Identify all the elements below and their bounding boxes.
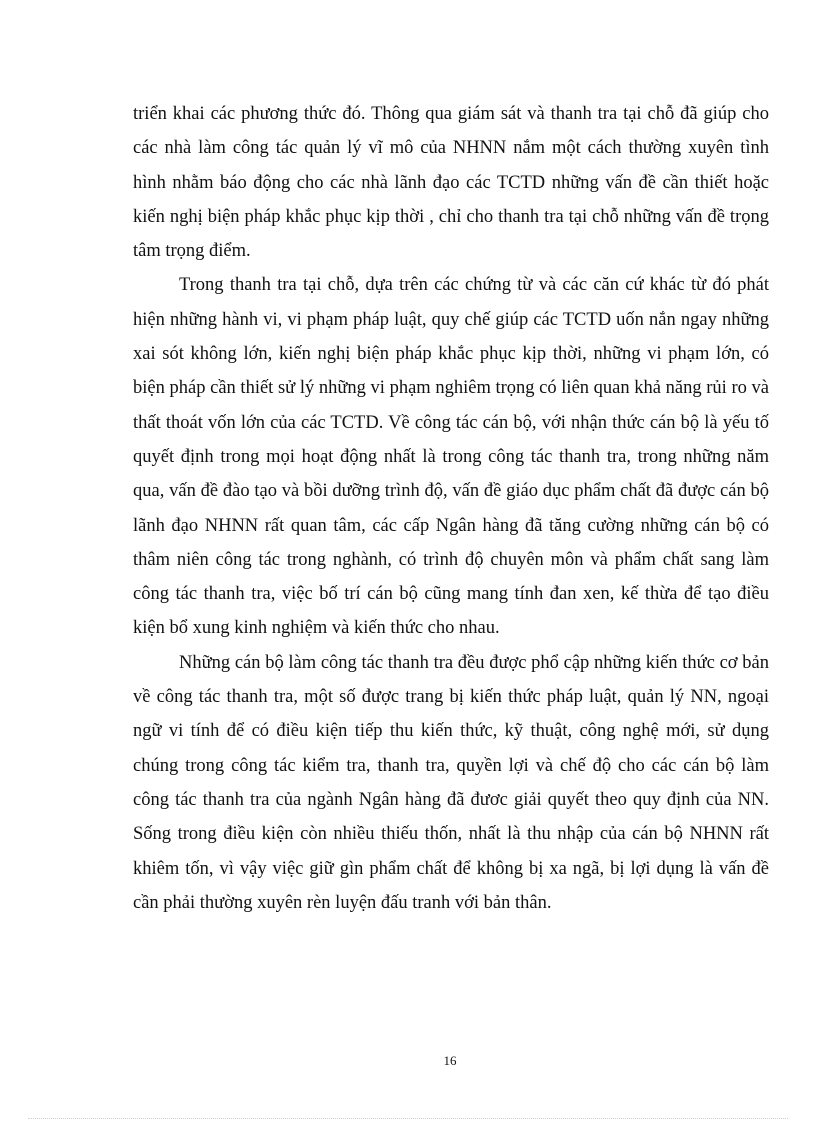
page-bottom-divider [28,1118,788,1119]
body-text [133,97,769,920]
page-number: 16 [443,1053,457,1068]
paragraph-1: triển khai các phương thức đó. Thông qua giám sát và thanh tra tại chỗ đã giúp cho các nhà làm công tác quản lý vĩ mô của NHNN nắm một cách thường xuyên tình hình nhằm báo động cho các nhà lãnh đạo các TCTD những vấn đề cần thiết hoặc kiến nghị biện pháp khắc phục kịp thời , chỉ cho thanh tra tại chỗ những vấn đề trọng tâm trọng điểm. [133,104,769,262]
paragraph-2: Trong thanh tra tại chỗ, dựa trên các chứng từ và các căn cứ khác từ đó phát hiện những hành vi, vi phạm pháp luật, quy chế giúp các TCTD uốn nắn ngay những xai sót không lớn, kiến nghị biện pháp khắc phục kịp thời, những vi phạm lớn, có biện pháp cần thiết sử lý những vi phạm nghiêm trọng có liên quan khả năng rủi ro và thất thoát vốn lớn của các TCTD. Về công tác cán bộ, với nhận thức cán bộ là yếu tố quyết định trong mọi hoạt động nhất là trong công tác thanh tra, trong những năm qua, vấn đề đào tạo và bồi dưỡng trình độ, vấn đề giáo dục phẩm chất đã được cán bộ lãnh đạo NHNN rất quan tâm, các cấp Ngân hàng đã tăng cường những cán bộ có thâm niên công tác trong nghành, có trình độ chuyên môn và phẩm chất sang làm công tác thanh tra, việc bố trí cán bộ cũng mang tính đan xen, kế thừa để tạo điều kiện bổ xung kinh nghiệm và kiến thức cho nhau. [133,275,769,639]
paragraph-3: Những cán bộ làm công tác thanh tra đều được phổ cập những kiến thức cơ bản về công tác thanh tra, một số được trang bị kiến thức pháp luật, quản lý NN, ngoại ngữ vi tính để có điều kiện tiếp thu kiến thức, kỹ thuật, công nghệ mới, sử dụng chúng trong công tác kiểm tra, thanh tra, quyền lợi và chế độ cho các cán bộ làm công tác thanh tra của ngành Ngân hàng đã đươc giải quyết theo quy định của NN. Sống trong điều kiện còn nhiều thiếu thốn, nhất là thu nhập của cán bộ NHNN rất khiêm tốn, vì vậy việc giữ gìn phẩm chất để không bị xa ngã, bị lợi dụng là vấn đề cần phải thường xuyên rèn luyện đấu tranh với bản thân. [133,652,769,913]
